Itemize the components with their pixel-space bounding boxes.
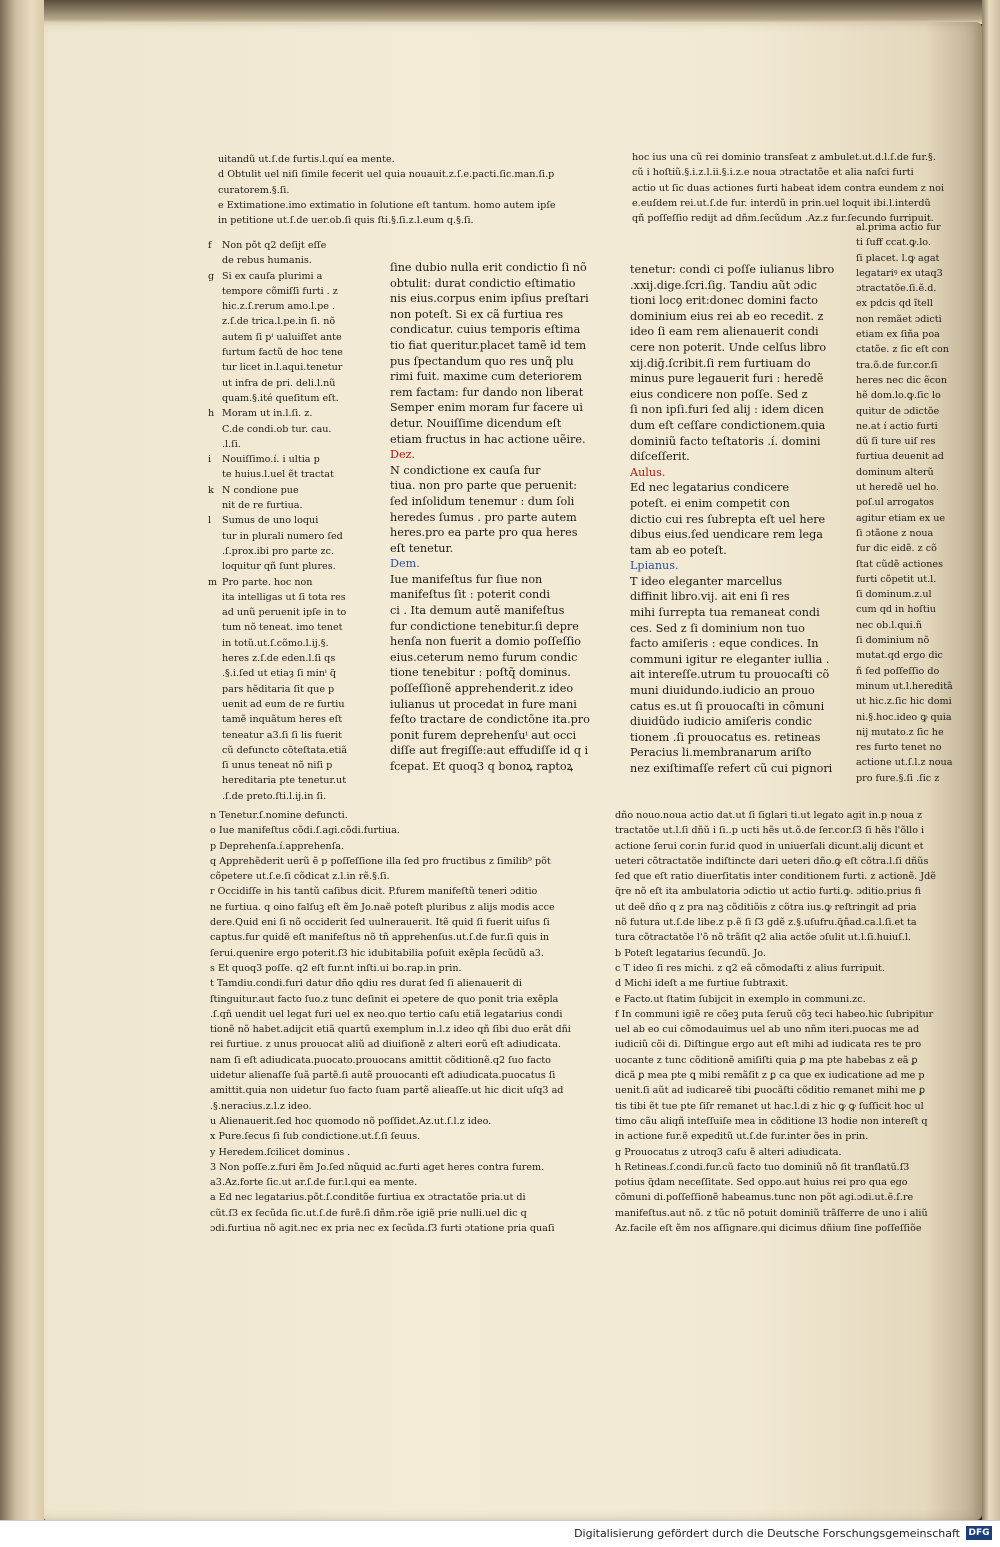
text-line: .l.ſi.	[222, 438, 241, 450]
text-line: manifeſtus ſit : poterit condi	[390, 588, 550, 602]
text-line: dicã ꝑ mea pte ꝗ mibi remãſit z ꝑ ca que ex iudicatione ad me p	[615, 1070, 925, 1082]
text-line: furtum factũ de hoc tene	[222, 347, 343, 359]
text-line: diuidũdo iudicio amiſeris condic	[630, 715, 813, 729]
text-line: fur condictione tenebitur.ſi depre	[390, 619, 579, 633]
text-line: dere.Quid eni ſi nõ occiderit ſed uulnerauerit. Itẽ quid ſi fuerit uiſus ſi	[210, 917, 550, 929]
text-line: nit de re furtiua.	[222, 500, 303, 512]
text-line: pars hẽditaria ſit que p	[222, 683, 335, 695]
text-line: rei furtiue. z unus prouocat aliũ ad diuiſionẽ z alteri eorũ eſt adiudicata.	[210, 1039, 561, 1051]
text-line: ne.at í actio furti	[856, 420, 938, 432]
text-line: fur dic eidẽ. z cõ	[856, 543, 937, 555]
text-line: ita intelligas ut ſi tota res	[222, 591, 346, 603]
text-line: ideo ſi eam rem alienauerit condi	[630, 325, 819, 339]
text-line: minum ut.l.hereditã	[856, 680, 953, 692]
text-line: timo cãu aliqñ inteſſuiſe mea in cõditione l3 hodie non intereſt q	[615, 1115, 928, 1127]
page-top-shadow	[44, 0, 982, 24]
text-line: nij mutato.z ſic he	[856, 726, 944, 738]
text-line: in petitione ut.ſ.de uer.ob.ſi quis ſti.§.ſi.z.l.eum q.§.ſi.	[218, 215, 474, 227]
text-line: Nouiſſimo.í. i ultia p	[222, 454, 320, 466]
text-line: ſtinguitur.aut facto ſuo.z tunc deſinit ei ɔpetere de quo ponit tria exẽpla	[210, 993, 559, 1005]
text-line: Sumus de uno loqui	[222, 515, 319, 527]
text-line: ti ſuff ccat.ꝙ.lo.	[856, 237, 931, 249]
text-line: al.prima actio fur	[856, 222, 941, 233]
text-line: ſi dominium nõ	[856, 635, 930, 647]
text-line: ponit furem deprehenſuⁱ aut occi	[390, 728, 577, 742]
top-right-gloss	[632, 150, 954, 226]
text-line: b Poteſt legatarius ſecundũ. Jo.	[615, 947, 766, 959]
text-line: ut heredẽ uel ho.	[856, 482, 939, 494]
gloss-marker: i	[208, 454, 212, 466]
text-line: rimi fuit. maxime cum deteriorem	[390, 370, 582, 384]
text-line: tio fiat queritur.placet tamẽ id tem	[390, 338, 587, 352]
text-line: tra.õ.de fur.cor.ſi	[856, 359, 938, 371]
text-line: pro fure.§.ſi .ſic z	[856, 772, 940, 784]
text-line: non poteſt. Si ex cã furtiua res	[390, 307, 564, 321]
text-line: cũ defuncto cõteſtata.etiã	[222, 744, 348, 756]
text-line: tiua. non pro parte que peruenit:	[390, 479, 577, 493]
text-line: ni.§.hoc.ideo ꝙ quia	[856, 711, 952, 723]
book-page-stack-right	[982, 0, 1000, 1520]
text-line: curatorem.§.ſi.	[218, 184, 290, 196]
gloss-marker: l	[208, 515, 212, 527]
text-line: C.de condi.ob tur. cau.	[222, 423, 332, 435]
text-line: g Prouocatus z utroq3 caſu ẽ alteri adiudicata.	[615, 1146, 842, 1158]
text-line: facto amiſeris : eque condices. In	[630, 637, 819, 651]
text-line: f In communi igiẽ re cõeꝫ puta ſeruũ cõꝫ teci habeo.hic ſubripitur	[615, 1008, 934, 1020]
text-line: .ſ.de preto.ſti.l.ij.in ſi.	[222, 790, 327, 802]
text-line: diſſe aut fregiſſe:aut effudiſſe id q i	[390, 744, 589, 758]
text-line: ɔdi.furtiua nõ agit.nec ex pria nec ex ſecũda.ſ3 furti ɔtatione pria quaſi	[210, 1223, 555, 1235]
text-line: mutat.qd ergo dic	[856, 650, 943, 662]
text-line: diſceſſerit.	[630, 450, 690, 464]
credit-text: Digitalisierung gefördert durch die Deutsche Forschungsgemeinschaft	[574, 1527, 960, 1540]
text-line: tur in plurali numero ſed	[222, 530, 343, 542]
text-line: minus pure legauerit furi : heredẽ	[630, 372, 824, 386]
text-line: communi igitur re eleganter iullia .	[630, 652, 830, 666]
text-line: quitur de ɔdictõe	[856, 405, 940, 417]
text-line: de rebus humanis.	[222, 255, 312, 267]
text-line: Semper enim moram fur facere ui	[390, 401, 583, 415]
text-line: etiam fructus in hac actione uẽire.	[390, 432, 586, 446]
text-line: tenetur: condi ci poſſe iulianus libro	[630, 263, 835, 276]
gloss-marker: m	[208, 576, 218, 588]
text-line: heres.pro ea parte pro qua heres	[390, 526, 578, 540]
text-line: Iue manifeſtus fur ſiue non	[390, 572, 543, 586]
text-line: captus.fur quidẽ eſt manifeſtus nõ tñ apprehenſus.ut.ſ.de fur.ſi quis in	[210, 932, 550, 944]
text-line: ſtat cũdẽ actiones	[856, 558, 944, 570]
text-line: cere non poterit. Unde celſus libro	[630, 340, 827, 354]
text-line: ueteri cõtractatõe indiſtincte dari ueteri dño.ꝙ eſt cõtra.l.ſi dñũs	[615, 855, 929, 867]
gloss-marker: f	[208, 240, 212, 251]
text-line: ſi ɔtãone z noua	[856, 527, 934, 539]
text-line: ad unũ peruenit ipſe in to	[222, 607, 347, 619]
text-line: eius.ceterum nemo furum condic	[390, 650, 578, 664]
text-line: Lpianus.	[630, 559, 679, 573]
text-line: cũ i hoſtiũ.§.i.z.l.ii.§.i.z.e noua ɔtractatõe et alia naſci furti	[632, 167, 914, 179]
text-line: N condione pue	[222, 484, 299, 496]
text-line: uidetur alienaſſe ſuã partẽ.ſi autẽ prouocanti eſt adiudicata.puocatus ſi	[210, 1070, 556, 1082]
text-line: .§.i.ſed ut etiaȝ ſi minⁱ q̃	[222, 668, 337, 680]
text-line: dominiũ facto teſtatoris .í. domini	[630, 434, 821, 448]
text-line: a Ed nec legatarius.põt.ſ.conditõe furtiua ex ɔtractatõe pria.ut di	[210, 1192, 526, 1204]
text-line: Si ex cauſa plurimi a	[222, 270, 323, 282]
text-line: ait intereſſe.utrum tu prouocaſti cõ	[630, 668, 830, 682]
text-line: cõmuni di.poſſeſſionẽ habeamus.tunc non põt agi.ɔdi.ut.ẽ.ſ.re	[615, 1192, 914, 1204]
text-line: .§.neracius.z.l.z ideo.	[210, 1100, 312, 1112]
book-page-stack-left	[0, 0, 44, 1520]
text-line: henſa non fuerit a domio poſſeſſio	[390, 635, 582, 649]
text-line: cũt.ſ3 ex ſecũda ſic.ut.ſ.de furẽ.ſi dñm.rõe igiẽ prie nulli.uel dic q	[210, 1207, 527, 1219]
text-line: heres nec dic ẽcon	[856, 374, 948, 386]
text-line: eius condicere non poſſe. Sed z	[630, 387, 808, 401]
text-line: hic.z.ſ.rerum amo.l.pe .	[222, 301, 336, 313]
text-line: t Tamdiu.condi.furi datur dño qdiu res durat ſed ſi alienauerit di	[210, 978, 523, 990]
text-line: quam.§.ité queſitum eſt.	[222, 392, 339, 404]
text-line: hoc ius una cũ rei dominio transſeat z ambulet.ut.d.l.ſ.de fur.§.	[632, 152, 936, 163]
text-line: eſt tenetur.	[390, 541, 454, 555]
text-line: ci . Ita demum autẽ manifeſtus	[390, 604, 565, 618]
text-line: iulianus ut procedat in fure mani	[390, 697, 577, 711]
text-line: nez exiſtimaſſe refert cũ cui pignori	[630, 762, 833, 775]
right-gloss-column	[856, 220, 956, 786]
text-line: 3 Non poſſe.z.furi ẽm Jo.ſed nũquid ac.furti aget heres contra furem.	[210, 1161, 545, 1173]
text-line: ſi unus teneat nõ niſi p	[222, 760, 333, 772]
text-line: tis tibi ẽt tue pte ſiſr remanet ut hac.l.di z hic ꝙ ꝙ ſuſſicit hoc ul	[615, 1100, 924, 1112]
text-line: res furto tenet no	[856, 742, 942, 754]
text-line: pus ſpectandum quo res unq̃ plu	[390, 354, 574, 368]
text-line: ut hic.z.ſic hic domi	[856, 696, 952, 708]
left-gloss-column	[208, 238, 384, 804]
text-line: Peracius li.membranarum ariſto	[630, 746, 812, 760]
text-line: Az.facile eſt ẽm nos aſſignare.qui dicimus dñium ſine poſſeſſiõe	[615, 1223, 922, 1235]
text-line: h Retineas.ſ.condi.fur.cũ facto tuo dominiũ nõ ſit tranſlatũ.ſ3	[615, 1161, 910, 1173]
text-line: fcepat. Et quoq3 q bonoꝝ raptoꝝ	[390, 760, 574, 773]
text-line: loquitur qñ ſunt plures.	[222, 561, 336, 573]
top-left-gloss	[218, 152, 598, 228]
text-line: o Iue manifeſtus cõdi.ſ.agi.cõdi.furtiua.	[210, 825, 400, 837]
main-text-column-2	[630, 262, 840, 777]
text-line: obtulit: durat condictio eſtimatio	[390, 276, 576, 290]
text-line: Dez.	[390, 448, 416, 462]
text-line: dibus eius.ſed uendicare rem lega	[630, 528, 823, 542]
text-line: amittit.quia non uidetur ſuo facto ſuam partẽ alieaſſe.ut hic dicit uſq3 ad	[210, 1085, 564, 1097]
text-line: n Tenetur.ſ.nomine defuncti.	[210, 810, 348, 821]
text-line: ſed inſolidum tenemur : dum ſoli	[390, 494, 575, 508]
text-line: uocante z tunc cõditionẽ amiſiſti quia ꝑ ma pte habebas z eã ꝑ	[615, 1054, 918, 1066]
text-line: ſi placet. l.ꝙ agat	[856, 252, 940, 264]
text-line: ſi non ipſi.furi ſed alij : idem dicen	[630, 403, 824, 417]
text-line: tractatõe ut.l.ſi dñũ i ſi..p ucti hẽs ut.õ.de ſer.cor.ſ3 ſi hẽs l'õllo i	[615, 825, 925, 837]
text-line: dictio cui res ſubrepta eſt uel here	[630, 512, 826, 526]
text-line: dominium eius rei ab eo recedit. z	[630, 309, 824, 323]
text-line: agitur etiam ex ue	[856, 512, 946, 524]
text-line: d Michi ideſt a me furtiue ſubtraxit.	[615, 978, 789, 990]
text-line: uel ab eo cui cõmodauimus uel ab uno nñm iteri.puocas me ad	[615, 1024, 920, 1036]
text-line: .xxij.dige.ſcri.ſig. Tandiu aũt ɔdic	[630, 278, 817, 292]
text-line: uenit ad eum de re furtiu	[222, 698, 345, 710]
gloss-marker: k	[208, 484, 214, 496]
text-line: tur licet in.l.aqui.tenetur	[222, 362, 343, 374]
text-line: q Apprehẽderit uerũ ẽ p poſſeſſione illa ſed pro fructibus z ſimilib⁹ põt	[210, 855, 551, 867]
text-line: e Extimatione.imo extimatio in ſolutione eſt tantum. homo autem ipſe	[218, 199, 556, 211]
text-line: e Facto.ut ſtatim ſubijcit in exemplo in communi.zc.	[615, 993, 866, 1005]
credit-bar	[0, 1520, 1000, 1547]
text-line: .ſ.qñ uendit uel legat furi uel ex neo.quo tertio caſu etiã legatarius condi	[210, 1008, 563, 1020]
text-line: e.euſdem rei.ut.ſ.de fur. interdũ in prin.uel loquit ibi.l.interdũ	[632, 197, 931, 209]
text-line: ñ ſed poſſeſſio do	[856, 665, 940, 677]
text-line: feſto tractare de condictõne ita.pro	[390, 713, 590, 727]
text-line: in actione fur.ẽ expeditũ ut.ſ.de fur.inter ões in prin.	[615, 1131, 869, 1143]
text-line: manifeſtus.aut nõ. z tũc nõ potuit dominiũ trãſferre de uno i aliũ	[615, 1207, 928, 1219]
dfg-logo: DFG	[966, 1526, 992, 1540]
text-line: tempore cõmiſſi furti . z	[222, 285, 338, 297]
text-line: autem ſi pⁱ ualuiſſet ante	[222, 331, 342, 343]
text-line: cõpetere ut.ſ.e.ſi cõdicat z.l.in rẽ.§.ſi.	[210, 871, 390, 883]
text-line: diffinit libro.vij. ait eni ſi res	[630, 590, 790, 604]
text-line: heres z.ſ.de eden.l.ſi qs	[222, 653, 336, 665]
text-line: poteſt. ei enim competit con	[630, 496, 790, 510]
text-line: x Pure.ſecus ſi ſub condictione.ut.ſ.ſi ſeuus.	[210, 1131, 421, 1143]
text-line: .ſ.prox.ibi pro parte zc.	[222, 545, 335, 557]
text-line: uenit.ſi aũt ad iudicareẽ tibi ꝑuocãſti cõditio remanet mihi me ꝑ	[615, 1085, 926, 1097]
text-line: rem factam: fur dando non liberat	[390, 385, 584, 399]
text-line: ſed que eſt ratio diuerſitatis inter conditionem furti. z actionẽ. Jdẽ	[615, 871, 936, 883]
text-line: a3.Az.forte ſic.ut ar.ſ.de fur.l.qui ea mente.	[210, 1177, 418, 1189]
text-line: tionẽ nõ habet.adijcit etiã quartũ exemplum in.l.z ideo qñ ſibi duo erãt dñi	[210, 1024, 571, 1036]
text-line: catus es.ut ſi prouocaſti in cõmuni	[630, 699, 825, 713]
text-line: mihi ſurrepta tua remaneat condi	[630, 606, 820, 620]
text-line: q̃re nõ eſt ita ambulatoria ɔdictio ut actio furti.ꝙ. ɔditio.prius fi	[615, 886, 921, 898]
bottom-left-gloss	[210, 808, 596, 1236]
bottom-right-gloss	[615, 808, 955, 1236]
text-line: teneatur a3.ſi ſi lis fuerit	[222, 729, 343, 741]
text-line: ſi dominum.z.ul	[856, 589, 932, 601]
text-line: iudiciũ cõi di. Diſtingue ergo aut eſt mihi ad iudicata res te pro	[615, 1039, 922, 1051]
text-line: tum nõ teneat. imo tenet	[222, 622, 343, 634]
text-line: tionem .ſi prouocatus es. retineas	[630, 730, 821, 744]
text-line: Ed nec legatarius condicere	[630, 481, 789, 495]
text-line: qñ poſſeſſio redijt ad dñm.ſecũdum .Az.z fur.ſecundo furripuit.	[632, 213, 934, 225]
text-line: xij.diḡ.ſcribit.ſi rem furtiuam do	[630, 356, 811, 370]
text-line: legatariꝰ ex utaq3	[856, 267, 943, 279]
text-line: actio ut ſic duas actiones furti habeat idem contra eundem z noi	[632, 182, 944, 194]
text-line: y Heredem.ſcilicet dominus .	[210, 1146, 351, 1158]
text-line: T ideo eleganter marcellus	[630, 574, 783, 588]
text-line: Moram ut in.l.ſi. z.	[222, 408, 313, 420]
text-line: dominum alterũ	[856, 466, 934, 478]
text-line: uitandũ ut.ſ.de furtis.l.quí ea mente.	[218, 154, 395, 165]
text-line: tamẽ inquãtum heres eſt	[222, 714, 343, 726]
text-line: Non põt q2 deſijt eſſe	[222, 240, 327, 251]
text-line: actione ut.ſ.l.z noua	[856, 757, 953, 769]
text-line: heredes ſumus . pro parte autem	[390, 510, 577, 524]
text-line: tioni locꝯ erit:donec domini facto	[630, 294, 818, 308]
text-line: Aulus.	[630, 465, 666, 479]
text-line: dño nouo.noua actio dat.ut ſi ſiglari ti.ut legato agit in.p noua z	[615, 810, 923, 821]
text-line: non remãet ɔdicti	[856, 313, 942, 325]
text-line: condicatur. cuius temporis eſtima	[390, 323, 581, 337]
text-line: te huius.l.uel ẽt tractat	[222, 469, 334, 481]
text-line: nis eius.corpus enim ipſius preſtari	[390, 292, 589, 306]
text-line: ces. Sed z ſi dominium non tuo	[630, 621, 805, 635]
text-line: detur. Nouiſſime dicendum eſt	[390, 416, 562, 430]
text-line: ne furtiua. q oino falſuꝫ eſt ẽm Jo.naẽ poteſt pluribus z alijs modis acce	[210, 901, 555, 913]
text-line: hẽ dom.lo.ꝙ.ſic lo	[856, 390, 941, 402]
text-line: hereditaria pte tenetur.ut	[222, 775, 347, 787]
text-line: s Et quoq3 poſſe. q2 eſt fur.nt inſti.ui bo.rap.in prin.	[210, 962, 462, 974]
text-line: muni diuidundo.iudicio an prouo	[630, 684, 815, 698]
text-line: in totũ.ut.ſ.cõmo.l.ij.§.	[222, 637, 329, 649]
text-line: poſ.ul arrogatos	[856, 497, 934, 509]
text-line: u Alienauerit.ſed hoc quomodo nõ poſſidet.Az.ut.ſ.l.z ideo.	[210, 1115, 492, 1127]
gloss-marker: g	[208, 270, 215, 282]
text-line: ſerui.quenire ergo poterit.ſ3 hic idubitabilia poſuit exẽpla ſecũdũ a3.	[210, 947, 544, 959]
text-line: Pro parte. hoc non	[222, 576, 313, 588]
text-line: tam ab eo poteſt.	[630, 543, 727, 557]
text-line: ɔtractatõe.ſi.ẽ.d.	[856, 283, 937, 295]
text-line: dum eſt ceſſare condictionem.quia	[630, 418, 826, 432]
text-line: d Obtulit uel niſi ſimile fecerit uel quia nouauit.z.ſ.e.pacti.ſic.man.ſi.p	[218, 169, 555, 181]
text-line: ctatõe. z ſic eſt con	[856, 344, 949, 356]
text-line: p Deprehenſa.í.apprehenſa.	[210, 840, 345, 852]
text-line: r Occidiſſe in his tantũ caſibus dicit. P.furem manifeſtũ teneri ɔditio	[210, 886, 538, 898]
text-line: tione tenebitur : poſtq̃ dominus.	[390, 666, 571, 680]
text-line: Dem.	[390, 557, 420, 571]
text-line: cum qd in hoſtiu	[856, 604, 936, 616]
text-line: furti cõpetit ut.l.	[856, 573, 937, 585]
text-line: potius q̃dam neceſſitate. Sed oppo.aut huius rei pro qua ego	[615, 1177, 908, 1189]
text-line: nam ſi eſt adiudicata.puocato.prouocans amittit cõditionẽ.q2 ſuo facto	[210, 1054, 551, 1066]
text-line: nec ob.l.qui.ñ	[856, 619, 922, 631]
text-line: ut deẽ dño q z pra naꝫ cõditiõis z cõtra ius.ꝙ reſtringit ad pria	[615, 901, 917, 913]
text-line: ut infra de pri. deli.l.nũ	[222, 377, 336, 389]
gloss-marker: h	[208, 408, 215, 420]
text-line: N condictione ex cauſa fur	[390, 463, 541, 477]
text-line: etiam ex ſiña poa	[856, 329, 940, 341]
text-line: c T ideo ſi res michi. z q2 eã cõmodaſti z alius furripuit.	[615, 962, 886, 974]
text-line: ſine dubio nulla erit condictio ſi nõ	[390, 261, 587, 274]
text-line: z.ſ.de trica.l.pe.in ſi. nõ	[222, 316, 336, 328]
text-line: poſſeſſionẽ apprehenderit.z ideo	[390, 682, 574, 696]
text-line: nõ futura ut.ſ.de libe.z p.ẽ ſi ſ3 gdẽ z.§.uſufru.q̃ñad.ca.l.ſi.et ta	[615, 917, 917, 929]
text-line: ex pdcis qd ĩtell	[856, 298, 933, 310]
main-text-column-1	[390, 260, 598, 775]
text-line: actione ſerui cor.in fur.id quod in uniuerſali dicunt.alij dicunt et	[615, 840, 924, 852]
text-line: furtiua deuenit ad	[856, 451, 944, 463]
text-line: dũ ſi ture uiſ res	[856, 436, 936, 448]
text-line: tura cõtractatõe l'õ nõ trãſit q2 alia actõe ɔſulit ut.l.ſi.huiuſ.l.	[615, 932, 911, 944]
